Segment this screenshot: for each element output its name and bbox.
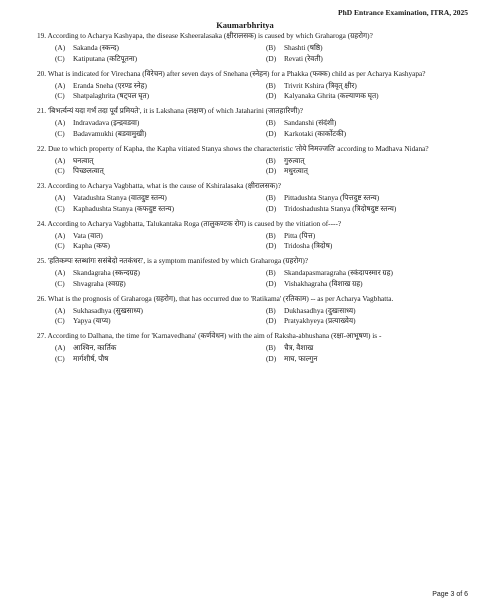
option-text: Badavamukhi (बडवामुखी) xyxy=(73,128,147,138)
option-text: आश्विन, कार्तिक xyxy=(73,343,117,352)
option-label: (D) xyxy=(266,241,277,250)
options-grid xyxy=(37,43,477,64)
option-label: (A) xyxy=(55,193,66,202)
option-text: Shashti (षष्ठि) xyxy=(284,43,323,52)
options-grid xyxy=(37,118,477,139)
option-text: Skandapasmaragraha (स्कंदापस्मार ग्रह) xyxy=(284,268,393,277)
option-c xyxy=(37,354,266,365)
option-label: (B) xyxy=(266,193,276,202)
page-number: Page 3 of 6 xyxy=(432,591,468,598)
option-c xyxy=(37,129,266,140)
option-d xyxy=(266,316,477,327)
option-a xyxy=(37,193,266,204)
option-text: Kaphadushta Stanya (कफदुष्ट स्तन्य) xyxy=(73,203,175,213)
option-text: Pittadushta Stanya (पित्तदुष्ट स्तन्य) xyxy=(284,193,380,202)
option-text: चैत्र, वैशाख xyxy=(284,343,314,352)
question-item xyxy=(37,331,477,364)
option-b xyxy=(266,156,477,167)
options-row xyxy=(37,268,477,279)
option-label: (C) xyxy=(55,166,65,175)
options-grid xyxy=(37,81,477,102)
option-text: Vatadushta Stanya (वातदुष्ट स्तन्य) xyxy=(73,193,167,202)
option-c xyxy=(37,91,266,102)
option-label: (C) xyxy=(55,316,65,325)
option-label: (B) xyxy=(266,343,276,352)
option-label: (D) xyxy=(266,91,277,100)
question-stem xyxy=(37,106,477,116)
option-text: Indravadava (इन्द्रवडवा) xyxy=(73,118,140,127)
option-a xyxy=(37,43,266,54)
option-text: Revati (रेवती) xyxy=(284,53,323,63)
question-text: According to Acharya Kashyapa, the disease Ksheeralasaka (क्षीरालसक) is caused by which Graharoga (ग्रहरोग)? xyxy=(47,31,373,40)
question-number: 19. xyxy=(37,31,47,40)
option-d xyxy=(266,129,477,140)
option-label: (A) xyxy=(55,43,66,52)
option-label: (C) xyxy=(55,91,65,100)
question-stem xyxy=(37,181,477,191)
question-text: According to Acharya Vagbhatta, what is the cause of Kshiralasaka (क्षीरालसक)? xyxy=(47,181,281,190)
question-text: What is the prognosis of Graharoga (ग्रहरोग), that has occurred due to 'Ratikama' (रतिकाम) -- as per Acharya Vagbhatta. xyxy=(47,293,394,303)
option-label: (C) xyxy=(55,53,65,63)
question-stem xyxy=(37,31,477,41)
option-label: (D) xyxy=(266,278,277,288)
option-label: (C) xyxy=(55,278,65,288)
option-b xyxy=(266,343,477,354)
question-item xyxy=(37,106,477,139)
option-label: (D) xyxy=(266,166,277,175)
option-c xyxy=(37,316,266,327)
option-label: (A) xyxy=(55,80,66,90)
option-label: (A) xyxy=(55,343,66,352)
question-text: According to Acharya Vagbhatta, Talukantaka Roga (तालुकण्टक रोग) is caused by the vitiation of----? xyxy=(47,218,342,228)
options-row xyxy=(37,343,477,354)
option-b xyxy=(266,43,477,54)
option-a xyxy=(37,343,266,354)
option-a xyxy=(37,118,266,129)
question-item xyxy=(37,294,477,327)
option-text: Dukhasadhya (दुखःसाध्य) xyxy=(284,305,356,315)
question-stem xyxy=(37,69,477,79)
option-text: Katiputana (कटिपूतना) xyxy=(73,53,138,63)
options-row xyxy=(37,231,477,242)
option-label: (C) xyxy=(55,241,65,250)
option-text: Pratyakhyeya (प्रत्याख्येय) xyxy=(284,316,356,325)
option-b xyxy=(266,193,477,204)
question-number: 26. xyxy=(37,293,47,303)
options-row xyxy=(37,156,477,167)
option-a xyxy=(37,156,266,167)
option-label: (B) xyxy=(266,155,276,165)
option-text: Sukhasadhya (सुखसाध्य) xyxy=(73,305,143,315)
option-label: (B) xyxy=(266,80,276,90)
option-text: Sandanshi (संदंशी) xyxy=(284,118,337,127)
option-label: (B) xyxy=(266,305,276,315)
options-grid xyxy=(37,306,477,327)
option-text: Yapya (याप्य) xyxy=(73,316,111,325)
option-a xyxy=(37,231,266,242)
options-row xyxy=(37,306,477,317)
options-row xyxy=(37,241,477,252)
options-row xyxy=(37,316,477,327)
options-row xyxy=(37,81,477,92)
question-list xyxy=(37,31,477,369)
option-c xyxy=(37,166,266,177)
question-item xyxy=(37,181,477,214)
question-number: 27. xyxy=(37,331,47,340)
option-label: (A) xyxy=(55,268,66,277)
option-text: Kapha (कफ) xyxy=(73,241,110,250)
option-d xyxy=(266,241,477,252)
option-label: (D) xyxy=(266,353,277,363)
question-stem xyxy=(37,144,477,154)
exam-title: PhD Entrance Examination, ITRA, 2025 xyxy=(337,8,468,17)
question-text: 'बिभर्त्यन्यं यदा गर्भं तदा पूर्वं प्रमियते', it is Lakshana (लक्षण) of which Jataharini (जातहारिणी)? xyxy=(47,106,304,115)
options-row xyxy=(37,279,477,290)
option-text: Shvagraha (श्वग्रह) xyxy=(73,278,126,288)
option-a xyxy=(37,306,266,317)
option-d xyxy=(266,54,477,65)
question-number: 22. xyxy=(37,143,47,153)
option-text: Tridoshadushta Stanya (त्रिदोषदुष्ट स्तन्य) xyxy=(284,203,397,213)
option-text: Eranda Sneha (एरण्ड स्नेह) xyxy=(73,80,147,90)
option-text: पिच्छलत्वात् xyxy=(73,166,104,175)
question-text: Due to which property of Kapha, the Kapha vitiated Stanya shows the characteristic 'तोये निमज्जति' according to Madhava Nidana? xyxy=(47,143,429,153)
option-b xyxy=(266,268,477,279)
question-stem xyxy=(37,256,477,266)
option-d xyxy=(266,354,477,365)
option-label: (D) xyxy=(266,128,277,138)
question-item xyxy=(37,69,477,102)
option-b xyxy=(266,118,477,129)
question-stem xyxy=(37,294,477,304)
option-label: (C) xyxy=(55,128,65,138)
question-text: 'हतिकम्पः स्तब्धांगः ससंबेदो नतकंधरः', is a symptom manifested by which Graharoga (ग्रहरोग)? xyxy=(47,256,309,265)
option-text: घनत्वात् xyxy=(73,155,94,165)
subject-title: Kaumarbhritya xyxy=(216,20,274,30)
option-label: (A) xyxy=(55,230,66,240)
option-label: (B) xyxy=(266,118,276,127)
options-grid xyxy=(37,193,477,214)
option-label: (B) xyxy=(266,43,276,52)
options-grid xyxy=(37,231,477,252)
options-row xyxy=(37,43,477,54)
option-text: Kalyanaka Ghrita (कल्याणक घृत) xyxy=(284,91,379,100)
options-row xyxy=(37,166,477,177)
option-text: Vata (वात) xyxy=(73,230,103,240)
question-number: 25. xyxy=(37,256,47,265)
option-b xyxy=(266,306,477,317)
option-text: गुरुत्वात् xyxy=(284,155,305,165)
option-d xyxy=(266,204,477,215)
options-grid xyxy=(37,156,477,177)
option-c xyxy=(37,241,266,252)
question-item xyxy=(37,31,477,64)
option-c xyxy=(37,204,266,215)
option-text: Tridosha (त्रिदोष) xyxy=(284,241,333,250)
option-c xyxy=(37,279,266,290)
options-row xyxy=(37,204,477,215)
option-text: Sakanda (स्कन्द) xyxy=(73,43,119,52)
option-d xyxy=(266,91,477,102)
option-label: (C) xyxy=(55,353,65,363)
question-number: 20. xyxy=(37,68,47,78)
options-grid xyxy=(37,343,477,364)
option-label: (A) xyxy=(55,155,66,165)
option-d xyxy=(266,166,477,177)
option-label: (D) xyxy=(266,316,277,325)
option-text: Vishakhagraha (विशाख ग्रह) xyxy=(284,278,363,288)
options-row xyxy=(37,118,477,129)
option-text: मार्गशीर्ष, पौष xyxy=(73,353,109,363)
option-d xyxy=(266,279,477,290)
question-stem xyxy=(37,219,477,229)
option-text: Skandagraha (स्कन्दग्रह) xyxy=(73,268,140,277)
option-label: (D) xyxy=(266,53,277,63)
option-label: (C) xyxy=(55,203,65,213)
options-row xyxy=(37,54,477,65)
option-label: (B) xyxy=(266,268,276,277)
options-row xyxy=(37,354,477,365)
option-a xyxy=(37,81,266,92)
options-row xyxy=(37,91,477,102)
option-label: (D) xyxy=(266,203,277,213)
option-text: Shatpalaghrita (षट्पल घृत) xyxy=(73,91,150,100)
option-label: (B) xyxy=(266,230,276,240)
option-text: मधुरत्वात् xyxy=(284,166,308,175)
question-number: 23. xyxy=(37,181,47,190)
option-c xyxy=(37,54,266,65)
option-text: माघ, फाल्गुन xyxy=(284,353,318,363)
question-stem xyxy=(37,331,477,341)
option-text: Trivrit Kshira (त्रिवृत् क्षीर) xyxy=(284,80,357,90)
option-b xyxy=(266,81,477,92)
question-item xyxy=(37,219,477,252)
question-item xyxy=(37,144,477,177)
question-number: 24. xyxy=(37,218,47,228)
question-number: 21. xyxy=(37,106,47,115)
option-a xyxy=(37,268,266,279)
options-row xyxy=(37,193,477,204)
question-text: According to Dalhana, the time for 'Karnavedhana' (कर्णवेधन) with the aim of Raksha-abhushana (रक्षा-आभूषण) is - xyxy=(47,331,382,340)
question-item xyxy=(37,256,477,289)
option-label: (A) xyxy=(55,305,66,315)
option-text: Pitta (पित्त) xyxy=(284,230,316,240)
options-grid xyxy=(37,268,477,289)
option-label: (A) xyxy=(55,118,66,127)
options-row xyxy=(37,129,477,140)
option-text: Karkotaki (कार्कोटकी) xyxy=(284,128,347,138)
question-text: What is indicated for Virechana (विरेचन) after seven days of Snehana (स्नेहन) for a Phakka (फक्क) child as per Acharya Kashyapa? xyxy=(47,68,426,78)
option-b xyxy=(266,231,477,242)
